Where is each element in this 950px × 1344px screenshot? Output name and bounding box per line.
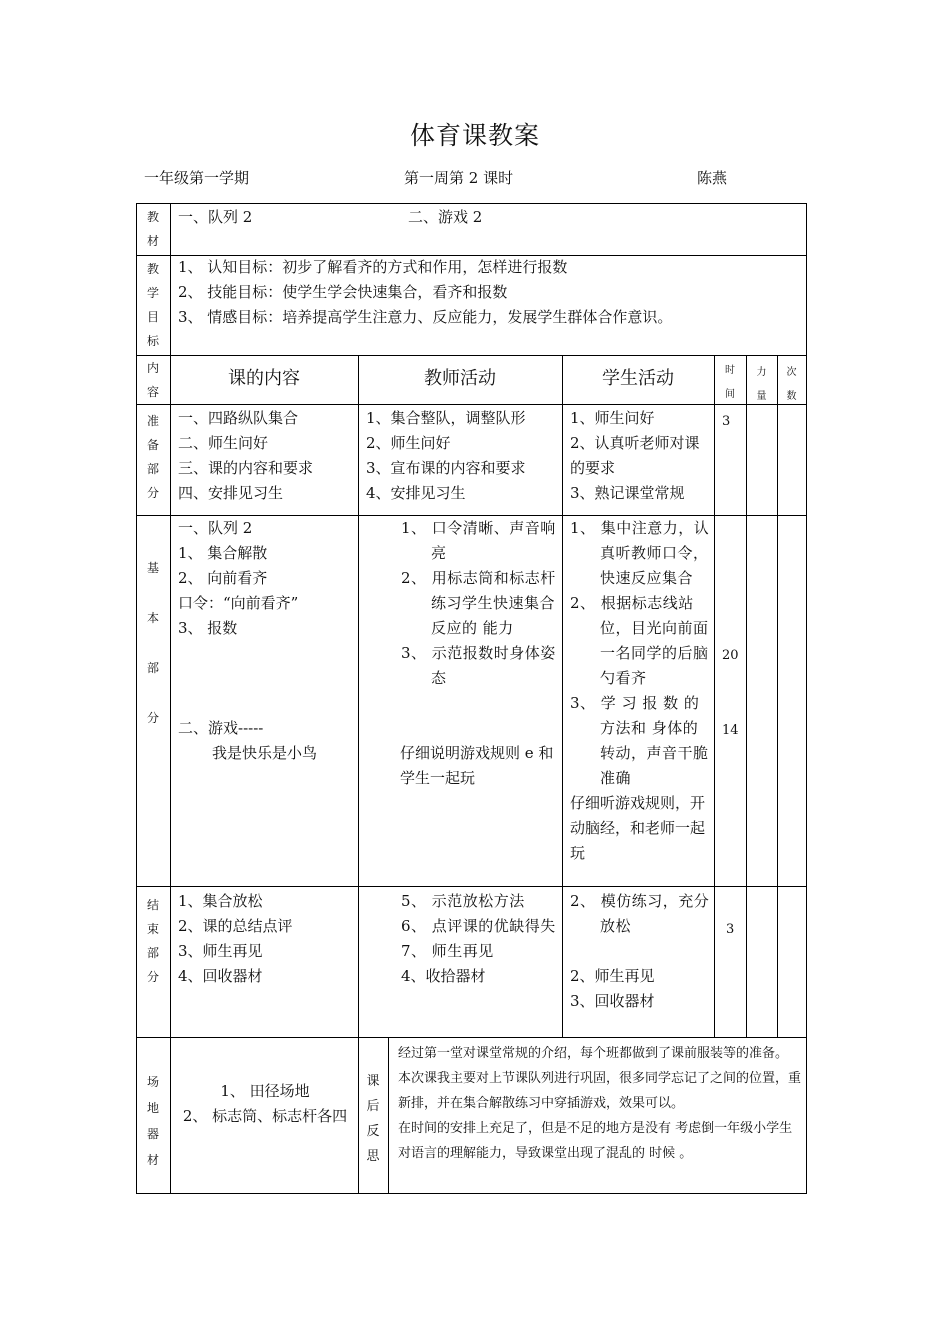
prep-label: 准 备 部 分 [146, 414, 159, 500]
lesson-plan-table [136, 203, 807, 1194]
material-item-1: 一、队列 2 [178, 208, 253, 226]
page-title: 体育课教案 [409, 121, 540, 150]
basic-game-title: 二、游戏----- [178, 719, 264, 737]
goal-list [178, 255, 672, 330]
goal-item: 3、 情感目标：培养提高学生注意力、反应能力，发展学生群体合作意识。 [178, 308, 673, 326]
basic-label: 基 本 部 分 [146, 561, 159, 725]
week-lesson: 第一周第 2 课时 [404, 169, 514, 187]
author-name: 陈燕 [697, 169, 728, 187]
prep-student: 1、师生问好 2、认真听老师对课的要求 3、熟记课堂常规 [570, 409, 700, 502]
prep-teacher: 1、集合整队，调整队形 2、师生问好 3、宣布课的内容和要求 4、安排见习生 [366, 409, 526, 502]
end-student: 2、 模仿练习，充分放松 2、师生再见 3、回收器材 [570, 892, 710, 1010]
prep-time: 3 [722, 414, 731, 429]
reflection-label: 课 后 反 思 [366, 1074, 380, 1164]
basic-time-2: 14 [722, 723, 739, 738]
goal-label: 教 学 目 标 [146, 262, 159, 348]
header-time: 时 间 [725, 365, 735, 400]
prep-content: 一、四路纵队集合 二、师生问好 三、课的内容和要求 四、安排见习生 [178, 409, 314, 502]
header-content: 课的内容 [228, 368, 300, 389]
basic-content: 一、队列 2 1、 集合解散 2、 向前看齐 口令：“向前看齐” 3、 报数 [178, 519, 299, 637]
header-student: 学生活动 [602, 368, 674, 389]
header-force: 力 量 [756, 367, 767, 402]
end-teacher: 5、 示范放松方法 6、 点评课的优缺得失 7、 师生再见 4、收拾器材 [401, 892, 556, 985]
basic-student: 1、 集中注意力，认真听教师口令，快速反应集合 2、 根据标志线站位，目光向前面一名同学的后脑勺看齐 3、 学 习 报 数 的方法和 身体的转动，声音干脆准确 仔细听游戏规则，开动脑经，和老师一起玩 [570, 519, 710, 862]
header-teacher: 教师活动 [424, 368, 496, 389]
material-item-2: 二、游戏 2 [408, 208, 483, 226]
venue-label: 场 地 器 材 [146, 1075, 159, 1167]
grade-term: 一年级第一学期 [144, 169, 250, 187]
end-content: 1、集合放松 2、课的总结点评 3、师生再见 4、回收器材 [178, 892, 293, 985]
basic-teacher-game: 仔细说明游戏规则 e 和学生一起玩 [400, 744, 554, 787]
venue-content: 1、 田径场地 2、 标志筒、标志杆各四 [182, 1082, 348, 1125]
basic-teacher: 1、 口令清晰、声音响亮 2、 用标志筒和标志杆练习学生快速集合反应的 能力 3、 示范报数时身体姿态 [401, 519, 556, 687]
reflection-text: 经过第一堂对课堂常规的介绍，每个班都做到了课前服装等的准备。 本次课我主要对上节课队列进行巩固，很多同学忘记了之间的位置，重新排，并在集合解散练习中穿插游戏，效果可以。 在时间的安排上充足了，但是不足的地方是没有 考虑倒一年级小学生对语言的理解能力，导致课堂出现了混乱的 时候 。 [398, 1046, 802, 1161]
basic-game-name: 我是快乐是小鸟 [212, 744, 318, 762]
end-time: 3 [726, 922, 735, 937]
material-label: 教 材 [146, 210, 159, 248]
goal-item: 1、 认知目标：初步了解看齐的方式和作用，怎样进行报数 [178, 258, 568, 276]
end-label: 结 束 部 分 [146, 898, 159, 984]
header-count: 次 数 [786, 367, 797, 402]
basic-time-1: 20 [722, 648, 739, 663]
goal-item: 2、 技能目标：使学生学会快速集合，看齐和报数 [178, 283, 508, 301]
content-label: 内 容 [146, 361, 159, 399]
